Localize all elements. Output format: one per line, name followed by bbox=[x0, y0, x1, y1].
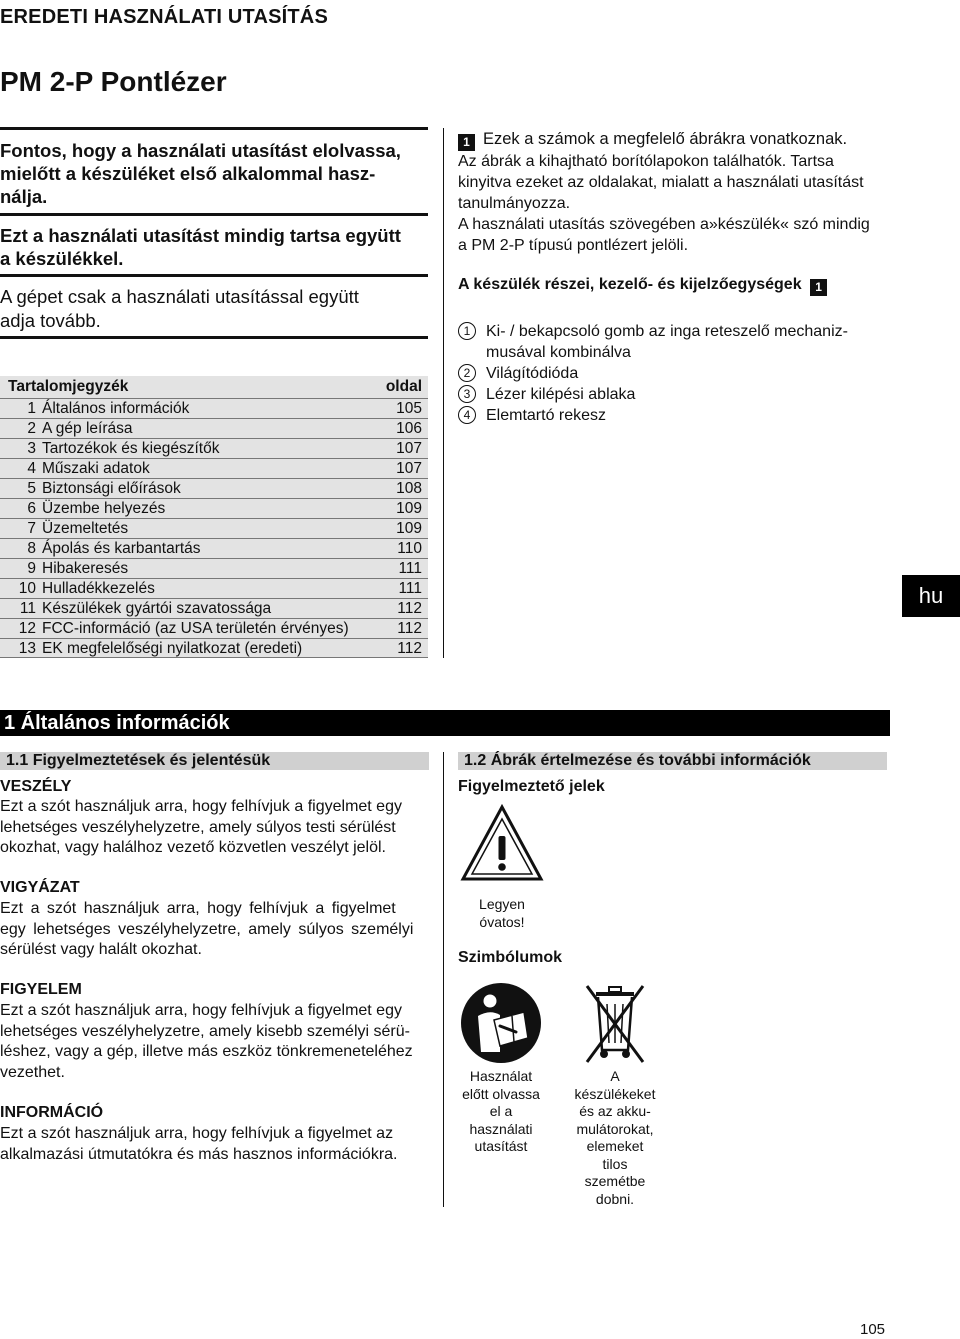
caption-line: mulátorokat, bbox=[576, 1120, 654, 1137]
notice-line: a készülékkel. bbox=[0, 248, 124, 269]
toc-entry-title: Tartozékok és kiegészítők bbox=[42, 440, 220, 457]
warning-triangle-icon bbox=[460, 804, 544, 882]
notice-pass-on bbox=[0, 285, 428, 333]
toc-page: 109 bbox=[396, 520, 422, 537]
toc-page: 106 bbox=[396, 420, 422, 437]
read-manual-icon bbox=[460, 982, 542, 1064]
toc-entry-title: Készülékek gyártói szavatossága bbox=[42, 600, 272, 617]
number-circle-icon: 2 bbox=[458, 364, 476, 382]
toc-title: Tartalomjegyzék bbox=[8, 378, 129, 395]
notice-line: mielőtt a készüléket első alkalommal hasz- bbox=[0, 163, 376, 184]
toc-row[interactable] bbox=[0, 518, 428, 538]
toc-page: 110 bbox=[397, 540, 422, 557]
toc-entry-title: Hulladékkezelés bbox=[42, 580, 155, 597]
notice-line: Fontos, hogy a használati utasítást elolvassa, bbox=[0, 140, 401, 161]
figure-key-icon: 1 bbox=[458, 134, 475, 151]
part-label: Ki- / bekapcsoló gomb az inga reteszelő mechaniz- bbox=[486, 323, 848, 340]
intro-line: tanulmányozza. bbox=[458, 195, 571, 212]
toc-row[interactable] bbox=[0, 418, 428, 438]
caption-line: utasítást bbox=[474, 1138, 528, 1154]
warning-line: Ezt a szót használjuk arra, hogy felhívjuk a figyelmet egy bbox=[0, 798, 402, 815]
toc-row[interactable] bbox=[0, 498, 428, 518]
caption-line: óvatos! bbox=[479, 913, 525, 930]
toc-entry-title: A gép leírása bbox=[42, 420, 133, 437]
parts-title bbox=[458, 276, 827, 296]
intro-line-text: Ezek a számok a megfelelő ábrákra vonatkoznak. bbox=[483, 130, 848, 148]
toc-page: 112 bbox=[397, 600, 422, 617]
warning-heading-caution: VIGYÁZAT bbox=[0, 879, 80, 896]
divider bbox=[0, 274, 428, 277]
warning-line: alkalmazási útmutatókra és más hasznos információkra. bbox=[0, 1145, 398, 1163]
divider bbox=[0, 336, 428, 339]
caption-line: és az akku- bbox=[579, 1103, 651, 1119]
warning-caption bbox=[460, 896, 544, 931]
toc-num: 9 bbox=[27, 560, 36, 577]
toc-row[interactable] bbox=[0, 578, 428, 598]
figure-key-icon: 1 bbox=[810, 279, 827, 296]
toc-entry-title: EK megfelelőségi nyilatkozat (eredeti) bbox=[42, 640, 303, 657]
divider bbox=[0, 127, 428, 130]
warning-line: lehetséges veszélyhelyzetre, amely súlyos testi sérülést bbox=[0, 818, 396, 836]
warning-line: vezethet. bbox=[0, 1063, 65, 1081]
caption-line: Használat bbox=[469, 1068, 533, 1084]
caption-line: A bbox=[610, 1068, 620, 1084]
symbols-title: Szimbólumok bbox=[458, 949, 563, 966]
toc-entry-title: Üzemeltetés bbox=[42, 520, 129, 537]
toc-entry-title: Általános információk bbox=[42, 400, 190, 417]
warning-line: sérülést vagy halált okozhat. bbox=[0, 941, 202, 959]
warning-line: okozhat, vagy halálhoz vezető közvetlen veszélyt jelöl. bbox=[0, 839, 386, 857]
warning-body bbox=[0, 797, 430, 859]
part-item bbox=[458, 384, 888, 405]
section-title: 1 Általános információk bbox=[0, 710, 890, 736]
divider bbox=[0, 213, 428, 216]
part-item bbox=[458, 363, 888, 384]
warning-signs-title: Figyelmeztető jelek bbox=[458, 778, 605, 795]
warning-line: egy lehetséges veszélyhelyzetre, amely súlyos személyi bbox=[0, 920, 414, 938]
number-circle-icon: 1 bbox=[458, 322, 476, 340]
intro-line: a PM 2-P típusú pontlézert jelöli. bbox=[458, 237, 689, 254]
toc-entry-title: Műszaki adatok bbox=[42, 460, 150, 477]
toc-row[interactable] bbox=[0, 538, 428, 558]
read-manual-caption bbox=[455, 1068, 547, 1156]
toc-page: 107 bbox=[396, 460, 422, 477]
toc-row[interactable] bbox=[0, 478, 428, 498]
toc-num: 10 bbox=[18, 580, 36, 597]
toc-entry-title: Biztonsági előírások bbox=[42, 480, 181, 497]
parts-title-text: A készülék részei, kezelő- és kijelzőegységek bbox=[458, 276, 802, 293]
toc-page: 112 bbox=[397, 620, 422, 637]
part-item bbox=[458, 321, 888, 363]
intro-line: Az ábrák a kihajtható borítólapokon találhatók. Tartsa bbox=[458, 153, 834, 170]
toc-page: 112 bbox=[397, 640, 422, 657]
caption-line: dobni. bbox=[595, 1190, 635, 1207]
toc-num: 8 bbox=[27, 540, 36, 557]
bin-caption bbox=[566, 1068, 664, 1208]
toc-entry-title: Hibakeresés bbox=[42, 560, 129, 577]
toc-page: 105 bbox=[396, 400, 422, 417]
toc-num: 4 bbox=[27, 460, 36, 477]
toc-entry-title: Ápolás és karbantartás bbox=[42, 540, 201, 557]
subsection-title: 1.2 Ábrák értelmezése és további információk bbox=[458, 752, 887, 770]
toc-row[interactable] bbox=[0, 398, 428, 418]
toc-entry-title: FCC-információ (az USA területén érvényes) bbox=[42, 620, 349, 637]
warning-body bbox=[0, 899, 430, 961]
warning-heading-danger: VESZÉLY bbox=[0, 778, 72, 795]
language-tab[interactable]: hu bbox=[902, 575, 960, 617]
part-label: Elemtartó rekesz bbox=[486, 407, 607, 424]
notice-read-first bbox=[0, 139, 428, 208]
toc-page: 109 bbox=[396, 500, 422, 517]
warning-line: Ezt a szót használjuk arra, hogy felhívjuk a figyelmet az bbox=[0, 1125, 394, 1142]
intro-text bbox=[458, 129, 888, 256]
toc-num: 5 bbox=[27, 480, 36, 497]
toc-header bbox=[0, 376, 428, 398]
part-item bbox=[458, 405, 888, 426]
number-circle-icon: 4 bbox=[458, 406, 476, 424]
toc-row[interactable] bbox=[0, 598, 428, 618]
caption-line: készülékeket bbox=[574, 1085, 656, 1102]
toc-num: 11 bbox=[19, 600, 36, 617]
column-separator bbox=[443, 128, 444, 658]
toc-num: 3 bbox=[27, 440, 36, 457]
notice-line: Ezt a használati utasítást mindig tartsa együtt bbox=[0, 225, 401, 246]
caption-line: el a bbox=[489, 1103, 513, 1119]
toc-page: 107 bbox=[396, 440, 422, 457]
caption-line: használati bbox=[469, 1120, 533, 1137]
toc-page-label: oldal bbox=[385, 378, 422, 395]
part-label: musával kombinálva bbox=[486, 344, 631, 361]
toc-num: 1 bbox=[27, 400, 36, 417]
toc-entry-title: Üzembe helyezés bbox=[42, 500, 166, 517]
toc-num: 6 bbox=[27, 500, 36, 517]
warning-heading-info: INFORMÁCIÓ bbox=[0, 1104, 104, 1121]
toc-num: 2 bbox=[27, 420, 36, 437]
toc-row[interactable] bbox=[0, 558, 428, 578]
notice-line: adja tovább. bbox=[0, 310, 101, 331]
table-of-contents bbox=[0, 376, 428, 658]
warning-body bbox=[0, 1001, 430, 1083]
caption-line: szemétbe bbox=[584, 1173, 646, 1189]
toc-row[interactable] bbox=[0, 638, 428, 658]
warning-line: Ezt a szót használjuk arra, hogy felhívjuk a figyelmet egy bbox=[0, 1002, 402, 1019]
notice-line: nálja. bbox=[0, 186, 48, 207]
warning-line: Ezt a szót használjuk arra, hogy felhívjuk a figyelmet bbox=[0, 900, 396, 917]
number-circle-icon: 3 bbox=[458, 385, 476, 403]
toc-num: 7 bbox=[27, 520, 36, 537]
crossed-bin-icon bbox=[582, 980, 648, 1070]
toc-num: 12 bbox=[18, 620, 36, 637]
doc-title: PM 2-P Pontlézer bbox=[0, 66, 227, 97]
warning-line: léshez, vagy a gép, illetve más eszköz tönkremeneteléhez bbox=[0, 1043, 413, 1061]
caption-line: elemeket bbox=[586, 1138, 644, 1154]
toc-row[interactable] bbox=[0, 618, 428, 638]
warning-line: lehetséges veszélyhelyzetre, amely kisebb személyi sérü- bbox=[0, 1022, 410, 1040]
warning-heading-notice: FIGYELEM bbox=[0, 981, 82, 998]
toc-row[interactable] bbox=[0, 458, 428, 478]
toc-num: 13 bbox=[18, 640, 36, 657]
notice-keep-together bbox=[0, 224, 428, 270]
toc-page: 108 bbox=[396, 480, 422, 497]
toc-row[interactable] bbox=[0, 438, 428, 458]
part-label: Lézer kilépési ablaka bbox=[486, 386, 636, 403]
toc-page: 111 bbox=[398, 560, 422, 577]
caption-line: tilos bbox=[602, 1155, 628, 1172]
column-separator bbox=[443, 752, 444, 1207]
caption-line: Legyen bbox=[479, 896, 525, 912]
toc-page: 111 bbox=[398, 580, 422, 597]
warning-body bbox=[0, 1124, 430, 1165]
subsection-title: 1.1 Figyelmeztetések és jelentésük bbox=[0, 752, 429, 770]
part-label: Világítódióda bbox=[486, 365, 579, 382]
intro-line bbox=[458, 129, 888, 151]
intro-line: kinyitva ezeket az oldalakat, mialatt a használati utasítást bbox=[458, 174, 864, 191]
caption-line: előtt olvassa bbox=[462, 1085, 540, 1102]
intro-line: A használati utasítás szövegében a»készülék« szó mindig bbox=[458, 216, 870, 233]
page-number: 105 bbox=[860, 1321, 886, 1338]
notice-line: A gépet csak a használati utasítással együtt bbox=[0, 286, 359, 307]
doc-header: EREDETI HASZNÁLATI UTASÍTÁS bbox=[0, 6, 328, 28]
